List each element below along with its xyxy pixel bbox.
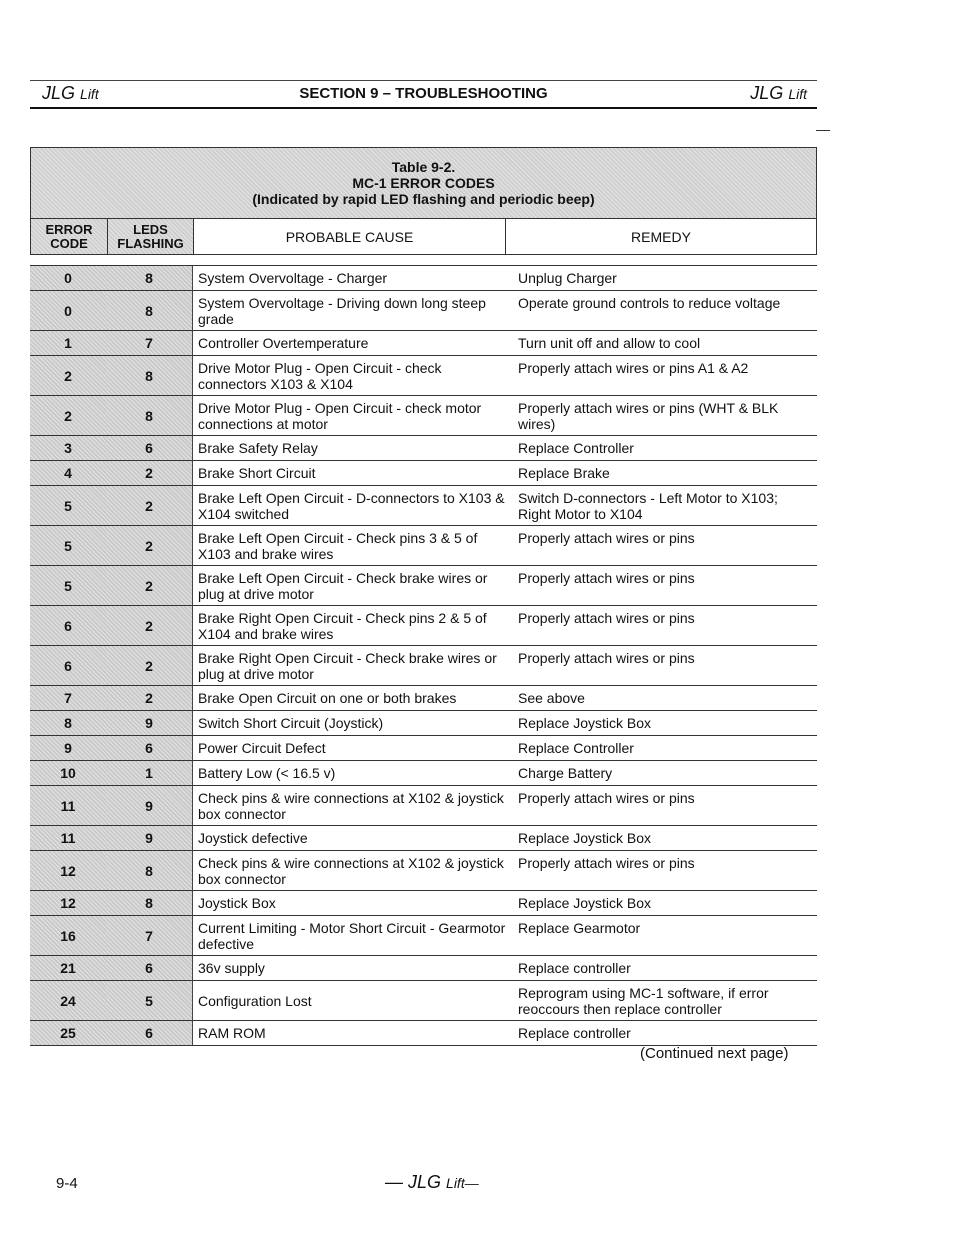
leds-cell: 5 [106, 981, 193, 1020]
cause-cell: Battery Low (< 16.5 v) [198, 765, 336, 781]
continued-note: (Continued next page) [640, 1045, 789, 1062]
leds-cell: 2 [106, 606, 193, 645]
remedy-cell: Properly attach wires or pins [518, 570, 695, 586]
error-code-cell: 2 [30, 356, 106, 395]
leds-cell: 6 [106, 736, 193, 760]
leds-cell: 9 [106, 826, 193, 850]
error-code-cell: 16 [30, 916, 106, 955]
header-brand-left: JLG Lift [42, 83, 99, 103]
table-title: MC-1 ERROR CODES [352, 175, 495, 191]
leds-cell: 2 [106, 686, 193, 710]
error-code-cell: 6 [30, 646, 106, 685]
column-header-probable-cause: PROBABLE CAUSE [194, 219, 506, 254]
table-row [30, 646, 817, 686]
error-code-cell: 9 [30, 736, 106, 760]
error-code-cell: 12 [30, 891, 106, 915]
table-row [30, 851, 817, 891]
leds-cell: 2 [106, 566, 193, 605]
leds-cell: 2 [106, 526, 193, 565]
error-code-cell: 0 [30, 266, 106, 290]
column-header-row [30, 219, 817, 255]
error-code-cell: 5 [30, 486, 106, 525]
cause-cell: Drive Motor Plug - Open Circuit - check motor connections at motor [198, 400, 482, 432]
table-row [30, 461, 817, 486]
leds-cell: 9 [106, 711, 193, 735]
page-number: 9-4 [56, 1175, 78, 1192]
table-row [30, 761, 817, 786]
remedy-cell: See above [518, 690, 585, 706]
cause-cell: Brake Right Open Circuit - Check brake wires or plug at drive motor [198, 650, 497, 682]
error-code-cell: 10 [30, 761, 106, 785]
leds-cell: 8 [106, 356, 193, 395]
footer-brand: — JLG Lift— [385, 1172, 479, 1192]
remedy-cell: Replace Joystick Box [518, 895, 652, 911]
table-row [30, 1021, 817, 1046]
remedy-cell: Replace controller [518, 1025, 631, 1041]
cause-cell: System Overvoltage - Charger [198, 270, 388, 286]
table-subtitle: (Indicated by rapid LED flashing and periodic beep) [252, 191, 595, 207]
column-header-error-code: ERROR CODE [31, 219, 108, 254]
table-row [30, 786, 817, 826]
leds-cell: 6 [106, 956, 193, 980]
table-row [30, 826, 817, 851]
cause-cell: System Overvoltage - Driving down long steep grade [198, 295, 486, 327]
error-code-cell: 5 [30, 566, 106, 605]
column-header-leds-flashing: LEDS FLASHING [108, 219, 194, 254]
table-row [30, 436, 817, 461]
cause-cell: Brake Safety Relay [198, 440, 318, 456]
remedy-cell: Properly attach wires or pins [518, 530, 695, 546]
remedy-cell: Properly attach wires or pins A1 & A2 [518, 360, 749, 376]
cause-cell: Joystick defective [198, 830, 308, 846]
cause-cell: Controller Overtemperature [198, 335, 369, 351]
remedy-cell: Properly attach wires or pins [518, 855, 695, 871]
error-code-cell: 2 [30, 396, 106, 435]
error-code-cell: 11 [30, 786, 106, 825]
leds-cell: 7 [106, 331, 193, 355]
margin-tick [816, 130, 830, 131]
table-row [30, 356, 817, 396]
table-row [30, 686, 817, 711]
error-code-cell: 3 [30, 436, 106, 460]
cause-cell: Switch Short Circuit (Joystick) [198, 715, 384, 731]
remedy-cell: Properly attach wires or pins [518, 650, 695, 666]
remedy-cell: Properly attach wires or pins [518, 790, 695, 806]
cause-cell: Brake Left Open Circuit - D-connectors to X103 & X104 switched [198, 490, 505, 522]
remedy-cell: Replace Joystick Box [518, 715, 652, 731]
table-row [30, 711, 817, 736]
error-code-cell: 4 [30, 461, 106, 485]
cause-cell: Current Limiting - Motor Short Circuit - Gearmotor defective [198, 920, 506, 952]
table-row [30, 291, 817, 331]
cause-cell: Brake Right Open Circuit - Check pins 2 & 5 of X104 and brake wires [198, 610, 487, 642]
remedy-cell: Properly attach wires or pins (WHT & BLK wires) [518, 400, 779, 432]
cause-cell: RAM ROM [198, 1025, 266, 1041]
cause-cell: Configuration Lost [198, 993, 312, 1009]
table-row [30, 331, 817, 356]
leds-cell: 8 [106, 891, 193, 915]
table-row [30, 736, 817, 761]
remedy-cell: Replace Brake [518, 465, 610, 481]
error-code-cell: 6 [30, 606, 106, 645]
remedy-cell: Switch D-connectors - Left Motor to X103; Right Motor to X104 [518, 490, 778, 522]
error-code-cell: 11 [30, 826, 106, 850]
cause-cell: Power Circuit Defect [198, 740, 326, 756]
cause-cell: 36v supply [198, 960, 265, 976]
section-title: SECTION 9 – TROUBLESHOOTING [299, 85, 548, 102]
leds-cell: 8 [106, 291, 193, 330]
table-row [30, 606, 817, 646]
error-code-cell: 25 [30, 1021, 106, 1045]
error-code-cell: 8 [30, 711, 106, 735]
table-title-banner [30, 147, 817, 219]
table-row [30, 891, 817, 916]
error-code-cell: 0 [30, 291, 106, 330]
cause-cell: Drive Motor Plug - Open Circuit - check connectors X103 & X104 [198, 360, 442, 392]
remedy-cell: Turn unit off and allow to cool [518, 335, 701, 351]
table-row [30, 956, 817, 981]
remedy-cell: Replace Joystick Box [518, 830, 652, 846]
remedy-cell: Replace Controller [518, 740, 634, 756]
table-row [30, 916, 817, 956]
table-row [30, 396, 817, 436]
table-row [30, 486, 817, 526]
remedy-cell: Charge Battery [518, 765, 613, 781]
column-header-remedy: REMEDY [631, 228, 691, 245]
cause-cell: Brake Left Open Circuit - Check pins 3 & 5 of X103 and brake wires [198, 530, 478, 562]
cause-cell: Brake Left Open Circuit - Check brake wires or plug at drive motor [198, 570, 488, 602]
leds-cell: 2 [106, 461, 193, 485]
remedy-cell: Reprogram using MC-1 software, if error reoccours then replace controller [518, 985, 769, 1017]
leds-cell: 7 [106, 916, 193, 955]
error-code-cell: 1 [30, 331, 106, 355]
leds-cell: 8 [106, 396, 193, 435]
leds-cell: 8 [106, 851, 193, 890]
remedy-cell: Replace controller [518, 960, 631, 976]
cause-cell: Joystick Box [198, 895, 276, 911]
remedy-cell: Unplug Charger [518, 270, 617, 286]
cause-cell: Brake Short Circuit [198, 465, 316, 481]
table-row [30, 981, 817, 1021]
error-code-cell: 12 [30, 851, 106, 890]
table-row [30, 566, 817, 606]
leds-cell: 2 [106, 646, 193, 685]
cause-cell: Check pins & wire connections at X102 & joystick box connector [198, 855, 504, 887]
leds-cell: 6 [106, 1021, 193, 1045]
leds-cell: 8 [106, 266, 193, 290]
error-code-cell: 21 [30, 956, 106, 980]
table-row [30, 266, 817, 291]
remedy-cell: Properly attach wires or pins [518, 610, 695, 626]
error-codes-table [30, 147, 817, 1046]
remedy-cell: Replace Gearmotor [518, 920, 641, 936]
remedy-cell: Operate ground controls to reduce voltage [518, 295, 781, 311]
leds-cell: 6 [106, 436, 193, 460]
table-row [30, 526, 817, 566]
leds-cell: 2 [106, 486, 193, 525]
cause-cell: Brake Open Circuit on one or both brakes [198, 690, 457, 706]
cause-cell: Check pins & wire connections at X102 & joystick box connector [198, 790, 504, 822]
table-number: Table 9-2. [391, 159, 456, 175]
error-code-cell: 7 [30, 686, 106, 710]
remedy-cell: Replace Controller [518, 440, 634, 456]
table-body [30, 265, 817, 1046]
leds-cell: 9 [106, 786, 193, 825]
header-brand-right: JLG Lift [750, 83, 807, 103]
page-header [30, 80, 817, 109]
error-code-cell: 24 [30, 981, 106, 1020]
leds-cell: 1 [106, 761, 193, 785]
error-code-cell: 5 [30, 526, 106, 565]
